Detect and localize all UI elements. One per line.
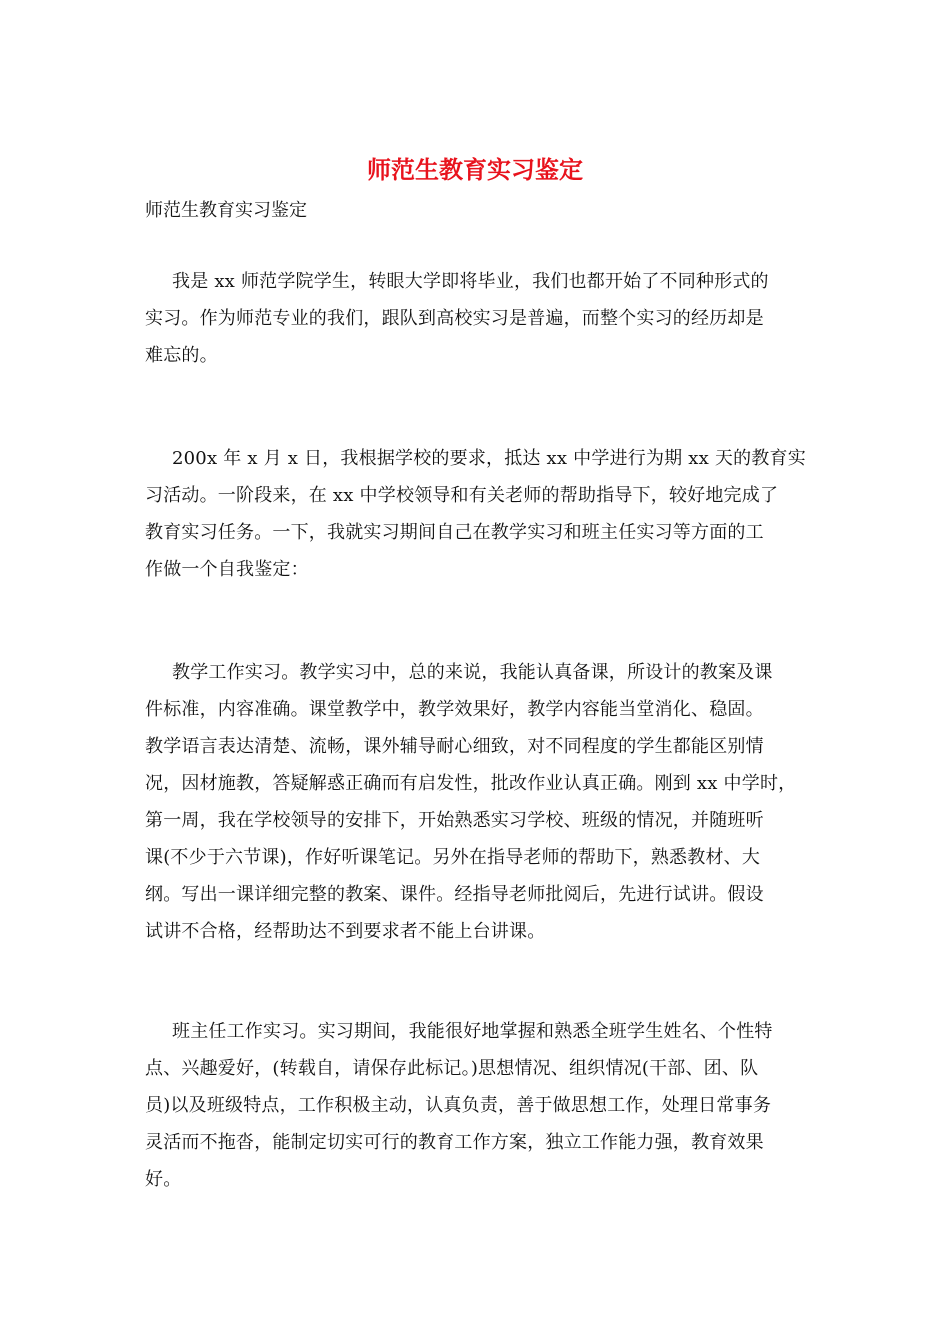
paragraph-line: 第一周，我在学校领导的安排下，开始熟悉实习学校、班级的情况，并随班听 bbox=[145, 810, 764, 831]
paragraph-intro bbox=[145, 263, 825, 374]
document-subtitle: 师范生教育实习鉴定 bbox=[145, 200, 307, 221]
paragraph-teaching-practice bbox=[145, 654, 825, 950]
paragraph-class-teacher-practice bbox=[145, 1013, 825, 1198]
paragraph-arrival bbox=[145, 440, 825, 588]
paragraph-line: 我是 xx 师范学院学生，转眼大学即将毕业，我们也都开始了不同种形式的 bbox=[172, 271, 769, 292]
document-title: 师范生教育实习鉴定 bbox=[367, 155, 583, 184]
paragraph-line: 课(不少于六节课)，作好听课笔记。另外在指导老师的帮助下，熟悉教材、大 bbox=[145, 847, 761, 868]
paragraph-line: 教育实习任务。一下，我就实习期间自己在教学实习和班主任实习等方面的工 bbox=[145, 522, 764, 543]
paragraph-line: 实习。作为师范专业的我们，跟队到高校实习是普遍，而整个实习的经历却是 bbox=[145, 308, 764, 329]
paragraph-line: 况，因材施教，答疑解惑正确而有启发性，批改作业认真正确。刚到 xx 中学时， bbox=[145, 773, 797, 794]
paragraph-line: 好。 bbox=[145, 1169, 182, 1190]
paragraph-line: 纲。写出一课详细完整的教案、课件。经指导老师批阅后，先进行试讲。假设 bbox=[145, 884, 764, 905]
paragraph-line: 教学语言表达清楚、流畅，课外辅导耐心细致，对不同程度的学生都能区别情 bbox=[145, 736, 764, 757]
paragraph-line: 试讲不合格，经帮助达不到要求者不能上台讲课。 bbox=[145, 921, 546, 942]
paragraph-line: 件标准，内容准确。课堂教学中，教学效果好，教学内容能当堂消化、稳固。 bbox=[145, 699, 764, 720]
paragraph-line: 灵活而不拖沓，能制定切实可行的教育工作方案，独立工作能力强，教育效果 bbox=[145, 1132, 764, 1153]
paragraph-line: 教学工作实习。教学实习中，总的来说，我能认真备课，所设计的教案及课 bbox=[172, 662, 773, 683]
paragraph-line: 200x 年 x 月 x 日，我根据学校的要求，抵达 xx 中学进行为期 xx 天的教育实 bbox=[172, 448, 806, 469]
paragraph-line: 作做一个自我鉴定： bbox=[145, 559, 309, 580]
paragraph-line: 点、兴趣爱好，(转载自，请保存此标记。)思想情况、组织情况(干部、团、队 bbox=[145, 1058, 759, 1079]
paragraph-line: 员)以及班级特点，工作积极主动，认真负责，善于做思想工作，处理日常事务 bbox=[145, 1095, 772, 1116]
paragraph-line: 班主任工作实习。实习期间，我能很好地掌握和熟悉全班学生姓名、个性特 bbox=[172, 1021, 773, 1042]
paragraph-line: 难忘的。 bbox=[145, 345, 218, 366]
paragraph-line: 习活动。一阶段来，在 xx 中学校领导和有关老师的帮助指导下，较好地完成了 bbox=[145, 485, 779, 506]
